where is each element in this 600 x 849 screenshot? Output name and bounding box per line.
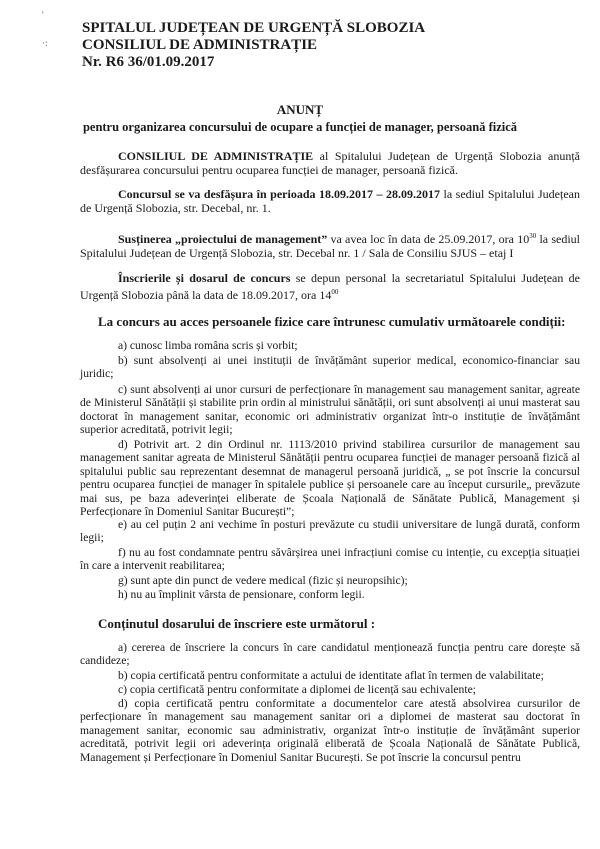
- dossier-item: b) copia certificată pentru conformitate a actului de identitate aflat în termen de valabilitate;: [118, 669, 544, 682]
- registration-time-sup: 00: [331, 288, 339, 296]
- project-bold: Susținerea „proiectului de management”: [118, 232, 328, 246]
- announcement-title: ANUNȚ: [276, 102, 324, 117]
- conditions-heading: La concurs au acces persoanele fizice care întrunesc cumulativ următoarele condiții:: [98, 314, 566, 329]
- project-time-sup: 30: [529, 232, 537, 240]
- dossier-item: d) copia certificată pentru conformitate a documentelor care atestă absolvirea cursurilor de perfecționare în management sau management sanitar ori a diplomei de masterat sau doctorat în management sanitar, economic sau administrativ, organizat într-o instituție de învățământ superior acreditată, potrivit legii ori adeverința originală eliberată de Școala Națională de Sănătate Publică, Management și Perfecționare în Domeniul Sanitar București. Se pot înscrie la concursul pentru: [80, 697, 580, 764]
- period-bold: Concursul se va desfășura în perioada 18.09.2017 – 28.09.2017: [118, 187, 441, 201]
- project-paragraph: [80, 229, 580, 260]
- condition-item: d) Potrivit art. 2 din Ordinul nr. 1113/2010 privind stabilirea cursurilor de management sau management sanitar agreata de Ministerul Sănătății pentru ocuparea funcției de manager persoană fizică al spitalului public sau reprezentant desemnat de managerul persoană juridică, „ se pot înscrie la concursul pentru ocuparea funcției de manager în spitalele publice și persoanele care au început cursurile„ prevăzute mai sus, pe baza adeverinței eliberate de Școala Națională de Sănătate Publică, Management și Perfecționare în Domeniul Sanitar București”;: [80, 438, 580, 519]
- dossier-item: c) copia certificată pentru conformitate a diplomei de licență sau echivalente;: [118, 683, 476, 696]
- intro-text: al Spitalului Județean de Urgență Slobozia anunță desfășurarea concursului pentru ocuparea funcției de manager, persoană fizică.: [80, 149, 580, 177]
- registration-number: Nr. R6 36/01.09.2017: [82, 54, 215, 70]
- condition-item: e) au cel puțin 2 ani vechime în posturi prevăzute cu studii universitare de lungă durată, conform legii;: [80, 518, 580, 545]
- scan-mark: ·:: [42, 38, 48, 48]
- condition-item: f) nu au fost condamnate pentru săvârșirea unei infracțiuni comise cu intenție, cu excepția situației în care a intervenit reabilitarea;: [80, 546, 580, 573]
- registration-bold: Înscrierile și dosarul de concurs: [118, 271, 291, 285]
- project-text-2: la sediul Spitalului Județean de Urgență Slobozia, str. Decebal nr. 1 / Sala de Consiliu SJUS – etaj I: [80, 232, 580, 260]
- registration-text: se depun personal la secretariatul Spitalului Județean de Urgență Slobozia până la data de 18.09.2017, ora 14: [80, 271, 580, 302]
- scan-mark: ': [42, 10, 44, 20]
- announcement-subtitle: pentru organizarea concursului de ocupare a funcției de manager, persoană fizică: [82, 120, 518, 134]
- hospital-name: SPITALUL JUDEȚEAN DE URGENȚĂ SLOBOZIA: [82, 20, 426, 36]
- dossier-heading: Conținutul dosarului de înscriere este următorul :: [98, 616, 376, 631]
- period-text: la sediul Spitalului Județean de Urgență Slobozia, str. Decebal, nr. 1.: [80, 187, 580, 215]
- dossier-item: a) cererea de înscriere la concurs în care candidatul menționează funcția pentru care dorește să candideze;: [80, 641, 580, 668]
- condition-item: b) sunt absolvenți ai unei instituții de învățământ superior medical, economico-financiar sau juridic;: [80, 354, 580, 381]
- intro-bold: CONSILIUL DE ADMINISTRAȚIE: [118, 149, 314, 163]
- council-name: CONSILIUL DE ADMINISTRAȚIE: [82, 37, 318, 53]
- project-text-1: va avea loc în data de 25.09.2017, ora 10: [327, 232, 530, 246]
- intro-paragraph: [80, 149, 580, 177]
- registration-paragraph: [80, 271, 580, 302]
- condition-item: g) sunt apte din punct de vedere medical (fizic și neuropsihic);: [118, 574, 408, 587]
- condition-item: c) sunt absolvenți ai unor cursuri de perfecționare în management sau management sanitar, agreate de Ministerul Sănătății și stabilite prin ordin al ministrului sănătății, ori sunt absolvenți ai unui masterat sau doctorat în management sanitar, economic ori administrativ organizat într-o instituție de învățământ superior acreditată, potrivit legii;: [80, 383, 580, 437]
- condition-item: a) cunosc limba româna scris și vorbit;: [118, 339, 298, 352]
- condition-item: h) nu au împlinit vârsta de pensionare, conform legii.: [118, 588, 365, 601]
- period-paragraph: [80, 187, 580, 215]
